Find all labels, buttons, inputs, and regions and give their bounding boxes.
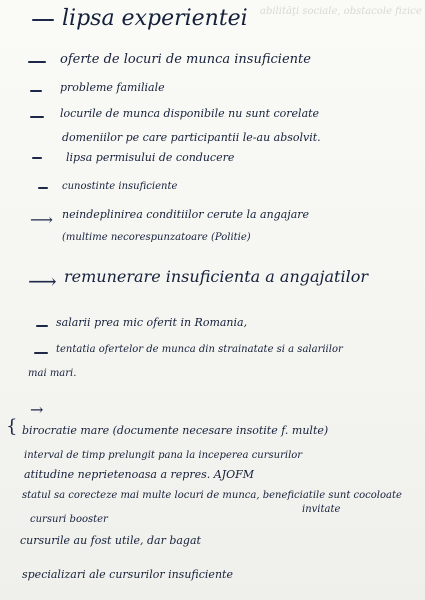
bullet-dash-7 (36, 325, 48, 327)
note-item: domeniilor pe care participantii le-au absolvit. (62, 131, 321, 144)
bracket-marker: { (6, 416, 18, 437)
arrow-marker-3: → (30, 400, 44, 419)
note-item: cunostinte insuficiente (62, 181, 178, 192)
bullet-dash-8 (34, 352, 48, 354)
note-item: birocratie mare (documente necesare insotite f. multe) (22, 424, 329, 437)
bullet-dash-1 (32, 19, 54, 21)
note-item: cursuri booster (30, 514, 108, 525)
note-item: invitate (302, 504, 341, 515)
arrow-marker-1: ⟶ (30, 210, 53, 229)
note-item: salarii prea mic oferit in Romania, (56, 316, 248, 329)
note-item: remunerare insuficienta a angajatilor (64, 267, 368, 286)
note-item: atitudine neprietenoasa a repres. AJOFM (24, 468, 255, 481)
bullet-dash-5 (32, 157, 42, 159)
bullet-dash-4 (30, 116, 44, 118)
note-item: specializari ale cursurilor insuficiente (22, 568, 233, 581)
note-item: mai mari. (28, 368, 77, 379)
note-item: probleme familiale (60, 81, 165, 94)
note-item: interval de timp prelungit pana la inceperea cursurilor (24, 450, 303, 461)
note-item: lipsa experientei (62, 6, 248, 31)
arrow-marker-2: ⟶ (28, 269, 57, 293)
note-item: tentatia ofertelor de munca din strainatate si a salariilor (56, 344, 343, 355)
bullet-dash-3 (30, 90, 42, 92)
bullet-dash-2 (28, 61, 46, 63)
note-item: (multime necorespunzatoare (Politie) (62, 232, 251, 243)
note-item: neindeplinirea conditiilor cerute la angajare (62, 208, 310, 221)
note-item: oferte de locuri de munca insuficiente (60, 52, 311, 67)
note-item: lipsa permisului de conducere (66, 151, 235, 164)
note-item: cursurile au fost utile, dar bagat (20, 534, 201, 547)
note-item: locurile de munca disponibile nu sunt corelate (60, 107, 320, 120)
background-bleed-text: abilităţi sociale, obstacole fizice (260, 6, 422, 17)
note-item: statul sa corecteze mai multe locuri de munca, beneficiatile sunt cocoloate (22, 490, 402, 501)
bullet-dash-6 (38, 187, 48, 189)
